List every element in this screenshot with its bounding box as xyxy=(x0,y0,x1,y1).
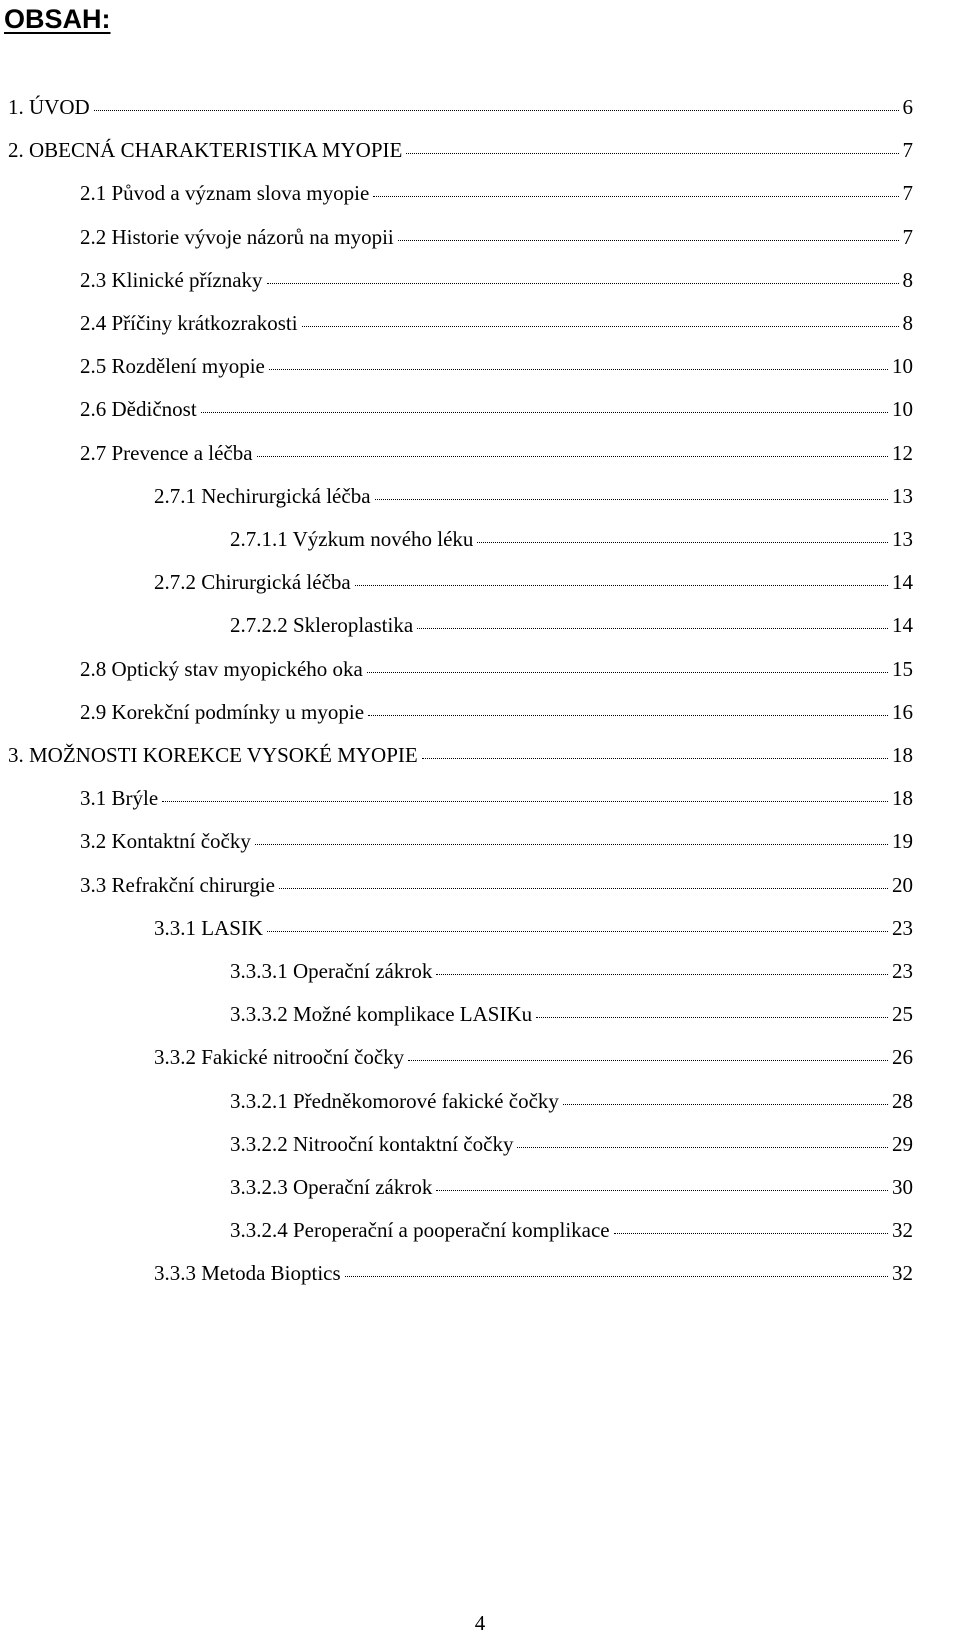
toc-entry-title: 3.3.2 Fakické nitrooční čočky xyxy=(154,1045,405,1070)
toc-entry[interactable] xyxy=(80,654,913,684)
toc-entry[interactable] xyxy=(80,826,913,856)
toc-entry-page: 7 xyxy=(902,181,913,206)
toc-dot-leader xyxy=(302,326,899,327)
toc-entry-page: 15 xyxy=(892,656,913,681)
toc-dot-leader xyxy=(355,585,888,586)
toc-entry-title: 2.8 Optický stav myopického oka xyxy=(80,656,363,681)
toc-entry-title: 2.7.1 Nechirurgická léčba xyxy=(154,483,371,508)
toc-dot-leader xyxy=(422,758,888,759)
toc-dot-leader xyxy=(269,369,888,370)
toc-entry-page: 28 xyxy=(892,1088,913,1113)
toc-dot-leader xyxy=(517,1147,888,1148)
toc-entry-title: 3.3.2.3 Operační zákrok xyxy=(230,1175,433,1199)
toc-entry[interactable] xyxy=(154,913,913,943)
toc-entry-page: 23 xyxy=(892,915,913,940)
toc-dot-leader xyxy=(94,110,899,111)
toc-entry[interactable] xyxy=(8,135,913,165)
toc-dot-leader xyxy=(406,153,898,154)
toc-entry-page: 18 xyxy=(892,786,913,811)
toc-entry[interactable] xyxy=(230,1086,913,1116)
toc-entry-title: 1. ÚVOD xyxy=(8,95,90,119)
toc-dot-leader xyxy=(373,196,898,197)
toc-entry-title: 2.1 Původ a význam slova myopie xyxy=(80,181,370,206)
toc-entry-title: 2. OBECNÁ CHARAKTERISTIKA MYOPIE xyxy=(8,138,403,163)
toc-entry-page: 14 xyxy=(892,613,913,638)
toc-entry[interactable] xyxy=(230,1172,913,1202)
toc-entry-title: 3.3.3.1 Operační zákrok xyxy=(230,959,433,983)
toc-entry-page: 8 xyxy=(902,311,913,335)
toc-entry-title: 2.3 Klinické příznaky xyxy=(80,267,263,292)
toc-entry[interactable] xyxy=(154,567,913,597)
toc-entry-title: 3.2 Kontaktní čočky xyxy=(80,829,251,854)
toc-entry-page: 20 xyxy=(892,872,913,897)
toc-dot-leader xyxy=(436,1190,888,1191)
toc-entry-title: 2.9 Korekční podmínky u myopie xyxy=(80,699,365,724)
toc-entry-page: 10 xyxy=(892,354,913,379)
toc-entry[interactable] xyxy=(230,956,913,986)
toc-entry[interactable] xyxy=(8,740,913,770)
toc-dot-leader xyxy=(267,931,888,932)
toc-entry[interactable] xyxy=(80,351,913,381)
toc-entry[interactable] xyxy=(230,999,913,1029)
toc-entry[interactable] xyxy=(230,1215,913,1245)
toc-entry-title: 3.3.2.4 Peroperační a pooperační komplikace xyxy=(230,1218,610,1243)
toc-entry-page: 18 xyxy=(892,743,913,767)
toc-entry-page: 25 xyxy=(892,1002,913,1027)
toc-dot-leader xyxy=(279,888,888,889)
toc-entry-page: 14 xyxy=(892,570,913,595)
toc-entry-title: 2.6 Dědičnost xyxy=(80,397,197,422)
toc-dot-leader xyxy=(367,672,888,673)
toc-entry-page: 16 xyxy=(892,699,913,724)
toc-dot-leader xyxy=(408,1060,888,1061)
toc-entry-page: 32 xyxy=(892,1261,913,1286)
toc-entry-page: 8 xyxy=(902,267,913,292)
page-number: 4 xyxy=(474,1611,486,1635)
toc-entry-page: 7 xyxy=(902,138,913,163)
toc-entry-page: 29 xyxy=(892,1131,913,1156)
toc-dot-leader xyxy=(201,412,888,413)
toc-entry-title: 3.3.3 Metoda Bioptics xyxy=(154,1261,341,1286)
toc-entry-title: 3.3.3.2 Možné komplikace LASIKu xyxy=(230,1002,533,1027)
toc-entry[interactable] xyxy=(230,524,913,554)
toc-entry-title: 2.5 Rozdělení myopie xyxy=(80,354,265,379)
toc-dot-leader xyxy=(257,456,888,457)
toc-entry-title: 2.7.2 Chirurgická léčba xyxy=(154,570,351,595)
toc-entry-title: 3.3.2.2 Nitrooční kontaktní čočky xyxy=(230,1131,514,1156)
toc-entry-page: 30 xyxy=(892,1175,913,1199)
toc-entry-page: 13 xyxy=(892,527,913,551)
toc-entry[interactable] xyxy=(8,92,913,122)
toc-entry[interactable] xyxy=(80,394,913,424)
toc-entry-page: 32 xyxy=(892,1218,913,1243)
toc-dot-leader xyxy=(368,715,888,716)
toc-entry[interactable] xyxy=(154,481,913,511)
toc-entry[interactable] xyxy=(80,438,913,468)
toc-entry-title: 3.1 Brýle xyxy=(80,786,159,811)
toc-entry[interactable] xyxy=(230,610,913,640)
toc-dot-leader xyxy=(255,844,888,845)
toc-entry-title: 2.7.1.1 Výzkum nového léku xyxy=(230,527,474,551)
toc-entry[interactable] xyxy=(230,1129,913,1159)
toc-entry-page: 10 xyxy=(892,397,913,422)
toc-entry-title: 2.7 Prevence a léčba xyxy=(80,440,253,465)
toc-dot-leader xyxy=(477,542,888,543)
toc-entry-page: 23 xyxy=(892,959,913,983)
toc-entry-title: 2.7.2.2 Skleroplastika xyxy=(230,613,414,638)
toc-entry-title: 2.2 Historie vývoje názorů na myopii xyxy=(80,224,394,249)
toc-entry[interactable] xyxy=(80,697,913,727)
toc-entry[interactable] xyxy=(154,1042,913,1072)
toc-entry-title: 3.3.2.1 Předněkomorové fakické čočky xyxy=(230,1088,559,1113)
toc-entry[interactable] xyxy=(154,1258,913,1288)
toc-dot-leader xyxy=(345,1276,888,1277)
toc-entry-title: 3.3.1 LASIK xyxy=(154,915,264,940)
toc-entry[interactable] xyxy=(80,178,913,208)
toc-entry[interactable] xyxy=(80,265,913,295)
toc-dot-leader xyxy=(375,499,888,500)
toc-dot-leader xyxy=(162,801,888,802)
toc-dot-leader xyxy=(614,1233,888,1234)
toc-entry-page: 13 xyxy=(892,483,913,508)
toc-dot-leader xyxy=(563,1104,888,1105)
toc-entry-page: 6 xyxy=(902,95,913,119)
toc-entry[interactable] xyxy=(80,308,913,338)
toc-entry-page: 19 xyxy=(892,829,913,854)
toc-entry-title: 3. MOŽNOSTI KOREKCE VYSOKÉ MYOPIE xyxy=(8,743,418,767)
toc-entry[interactable] xyxy=(80,222,913,252)
toc-dot-leader xyxy=(398,240,899,241)
toc-entry-page: 7 xyxy=(902,224,913,249)
toc-entry[interactable] xyxy=(80,783,913,813)
toc-dot-leader xyxy=(436,974,888,975)
toc-dot-leader xyxy=(536,1017,888,1018)
toc-entry[interactable] xyxy=(80,870,913,900)
toc-dot-leader xyxy=(417,628,888,629)
toc-dot-leader xyxy=(267,283,899,284)
toc-heading: OBSAH: xyxy=(4,4,111,34)
toc-entry-title: 3.3 Refrakční chirurgie xyxy=(80,872,275,897)
toc-entry-title: 2.4 Příčiny krátkozrakosti xyxy=(80,311,298,335)
toc-entry-page: 12 xyxy=(892,440,913,465)
toc-entry-page: 26 xyxy=(892,1045,913,1070)
